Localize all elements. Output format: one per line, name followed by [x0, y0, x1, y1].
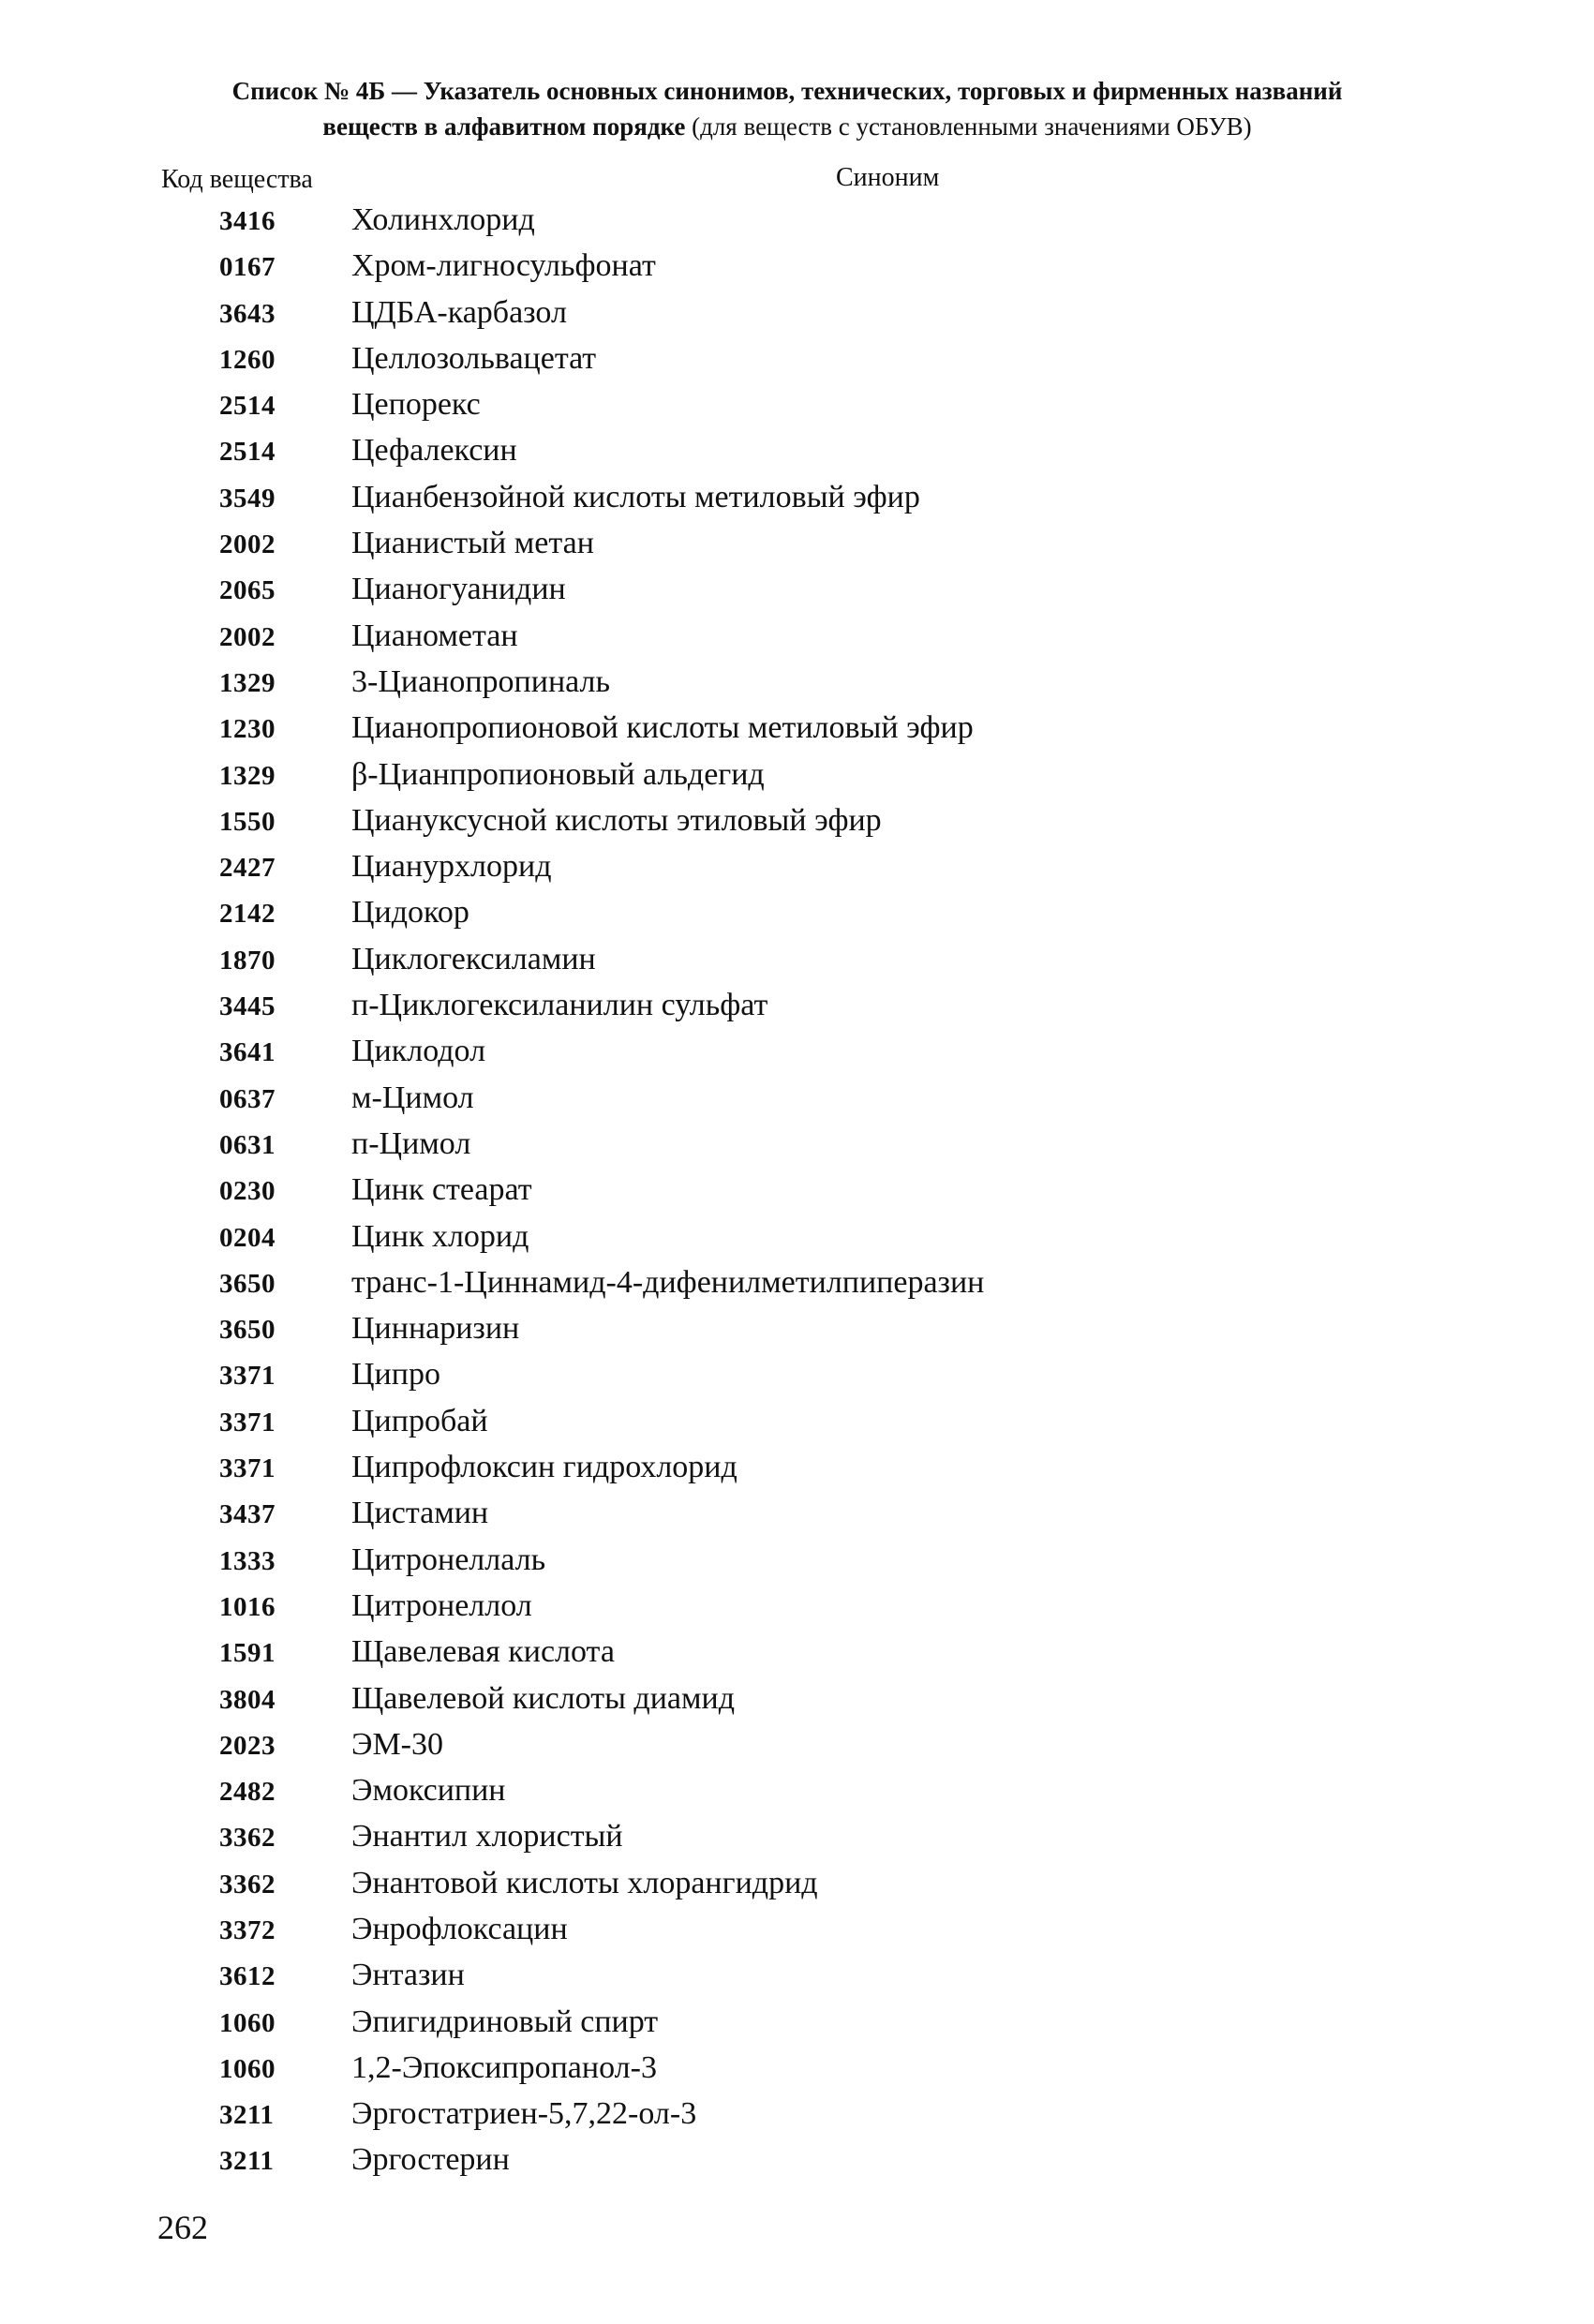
synonym-text: м-Цимол [351, 1080, 474, 1115]
substance-code: 0637 [219, 1083, 276, 1114]
substance-code: 2002 [219, 621, 276, 652]
synonym-text: Эргостерин [351, 2142, 510, 2178]
document-title [131, 73, 1443, 144]
list-item [0, 940, 1594, 986]
substance-code: 0230 [219, 1176, 276, 1207]
substance-code: 3362 [219, 1823, 276, 1854]
substance-code: 3650 [219, 1315, 276, 1346]
synonym-list [0, 201, 1594, 2187]
list-item [0, 1725, 1594, 1771]
list-item [0, 893, 1594, 939]
synonym-text: транс-1-Циннамид-4-дифенилметилпиперазин [351, 1264, 985, 1300]
substance-code: 1329 [219, 667, 276, 698]
list-item [0, 2094, 1594, 2140]
synonym-text: ЦДБА-карбазол [351, 294, 567, 330]
synonym-text: Цианбензойной кислоты метиловый эфир [351, 479, 920, 514]
list-item [0, 1679, 1594, 1725]
substance-code: 2142 [219, 899, 276, 930]
substance-code: 1870 [219, 945, 276, 976]
substance-code: 3612 [219, 1961, 276, 1992]
substance-code: 3362 [219, 1869, 276, 1899]
substance-code: 3371 [219, 1453, 276, 1484]
substance-code: 1060 [219, 2007, 276, 2038]
column-header-code: Код вещества [161, 165, 313, 194]
substance-code: 2427 [219, 853, 276, 884]
substance-code: 3643 [219, 298, 276, 329]
substance-code: 3416 [219, 206, 276, 236]
synonym-text: Циклогексиламин [351, 941, 596, 976]
substance-code: 1329 [219, 760, 276, 791]
subtitle-normal-text: (для веществ с установленными значениями ОБУВ) [692, 112, 1252, 141]
substance-code: 3211 [219, 2146, 275, 2177]
list-item [0, 708, 1594, 754]
list-item [0, 2140, 1594, 2186]
synonym-text: Цианометан [351, 618, 518, 653]
substance-code: 0631 [219, 1129, 276, 1160]
list-item [0, 1817, 1594, 1863]
list-item [0, 570, 1594, 616]
synonym-text: Щавелевой кислоты диамид [351, 1680, 736, 1716]
list-item [0, 617, 1594, 663]
synonym-text: Цепорекс [351, 387, 481, 423]
synonym-text: β-Цианпропионовый альдегид [351, 756, 765, 792]
synonym-text: п-Циклогексиланилин сульфат [351, 988, 768, 1023]
synonym-text: Цинк хлорид [351, 1218, 529, 1254]
list-item [0, 1355, 1594, 1401]
substance-code: 3641 [219, 1037, 276, 1068]
list-item [0, 2048, 1594, 2094]
substance-code: 2514 [219, 391, 276, 422]
list-item [0, 385, 1594, 431]
substance-code: 1333 [219, 1545, 276, 1576]
substance-code: 3650 [219, 1268, 276, 1299]
synonym-text: Цианопропионовой кислоты метиловый эфир [351, 710, 974, 746]
synonym-text: Цистамин [351, 1496, 489, 1531]
list-item [0, 1632, 1594, 1678]
list-item [0, 1125, 1594, 1170]
synonym-text: Целлозольвацетат [351, 340, 597, 376]
substance-code: 3437 [219, 1499, 276, 1530]
list-item [0, 1587, 1594, 1632]
list-item [0, 1448, 1594, 1494]
synonym-text: Эпигидриновый спирт [351, 2004, 659, 2039]
substance-code: 1016 [219, 1591, 276, 1622]
substance-code: 3371 [219, 1361, 276, 1392]
synonym-text: Цитронеллол [351, 1587, 532, 1623]
list-item [0, 1771, 1594, 1817]
list-item [0, 755, 1594, 801]
synonym-text: Эмоксипин [351, 1773, 506, 1809]
list-item [0, 478, 1594, 524]
synonym-text: Энантовой кислоты хлорангидрид [351, 1865, 818, 1900]
list-item [0, 339, 1594, 385]
synonym-text: Ципрофлоксин гидрохлорид [351, 1450, 737, 1485]
synonym-text: Энтазин [351, 1958, 465, 1993]
title-text: Список № 4Б — Указатель основных синонимов, технических, торговых и фирменных названий [231, 77, 1343, 105]
substance-code: 2482 [219, 1777, 276, 1808]
list-item [0, 986, 1594, 1032]
substance-code: 0204 [219, 1222, 276, 1253]
synonym-text: 3-Цианопропиналь [351, 663, 611, 699]
page-number: 262 [157, 2209, 208, 2246]
substance-code: 2514 [219, 437, 276, 468]
synonym-text: п-Цимол [351, 1125, 471, 1161]
synonym-text: Цефалексин [351, 433, 517, 469]
list-item [0, 246, 1594, 292]
synonym-text: 1,2-Эпоксипропанол-3 [351, 2049, 657, 2085]
list-item [0, 1032, 1594, 1078]
synonym-text: Циануксусной кислоты этиловый эфир [351, 802, 882, 838]
substance-code: 0167 [219, 252, 276, 283]
list-item [0, 1864, 1594, 1910]
list-item [0, 431, 1594, 477]
synonym-text: Циннаризин [351, 1311, 520, 1347]
list-item [0, 1402, 1594, 1448]
synonym-text: Цинк стеарат [351, 1172, 532, 1208]
list-item [0, 801, 1594, 847]
substance-code: 3804 [219, 1684, 276, 1715]
synonym-text: Цианогуанидин [351, 572, 566, 607]
column-header-synonym: Синоним [836, 163, 940, 192]
list-item [0, 1910, 1594, 1956]
substance-code: 1260 [219, 344, 276, 375]
list-item [0, 1309, 1594, 1355]
substance-code: 3371 [219, 1407, 276, 1438]
title-line-2 [131, 109, 1443, 144]
list-item [0, 293, 1594, 339]
synonym-text: Цидокор [351, 895, 469, 931]
list-item [0, 201, 1594, 246]
subtitle-bold-text: веществ в алфавитном порядке [322, 112, 686, 141]
synonym-text: Хром-лигносульфонат [351, 248, 656, 284]
synonym-text: Ципробай [351, 1403, 488, 1438]
list-item [0, 1079, 1594, 1125]
substance-code: 1060 [219, 2053, 276, 2084]
substance-code: 3211 [219, 2100, 275, 2131]
synonym-text: Цианурхлорид [351, 849, 552, 885]
synonym-text: Эргостатриен-5,7,22-ол-3 [351, 2096, 697, 2132]
synonym-text: Цитронеллаль [351, 1542, 546, 1577]
list-item [0, 1263, 1594, 1309]
substance-code: 1550 [219, 806, 276, 837]
substance-code: 3445 [219, 991, 276, 1022]
synonym-text: ЭМ-30 [351, 1726, 443, 1762]
list-item [0, 1956, 1594, 2002]
synonym-text: Ципро [351, 1357, 440, 1393]
substance-code: 3372 [219, 1914, 276, 1945]
synonym-text: Холинхлорид [351, 202, 535, 237]
synonym-text: Энрофлоксацин [351, 1911, 568, 1946]
list-item [0, 1494, 1594, 1540]
list-item [0, 1541, 1594, 1587]
synonym-text: Циклодол [351, 1034, 486, 1069]
substance-code: 1591 [219, 1638, 276, 1669]
substance-code: 1230 [219, 714, 276, 745]
list-item [0, 1217, 1594, 1263]
list-item [0, 847, 1594, 893]
list-item [0, 663, 1594, 708]
substance-code: 3549 [219, 483, 276, 514]
substance-code: 2065 [219, 575, 276, 606]
substance-code: 2023 [219, 1730, 276, 1761]
title-line-1 [131, 73, 1443, 109]
synonym-text: Щавелевая кислота [351, 1634, 615, 1670]
synonym-text: Энантил хлористый [351, 1819, 623, 1855]
list-item [0, 524, 1594, 570]
list-item [0, 1170, 1594, 1216]
synonym-text: Цианистый метан [351, 526, 594, 561]
substance-code: 2002 [219, 529, 276, 560]
list-item [0, 2003, 1594, 2048]
